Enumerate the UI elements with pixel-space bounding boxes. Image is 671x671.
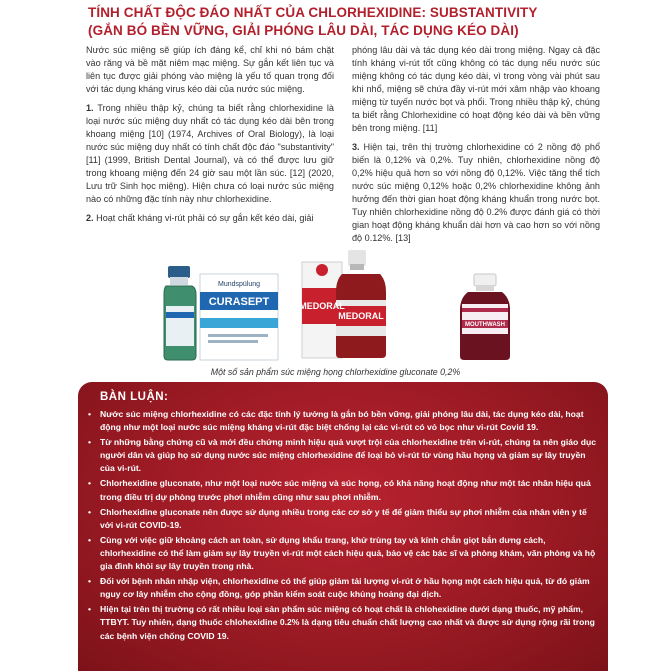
discussion-list bbox=[86, 408, 596, 645]
medoral-bottle-label: MEDORAL bbox=[338, 311, 384, 321]
discussion-item bbox=[86, 506, 596, 532]
right-column bbox=[352, 44, 600, 251]
bullet-icon: • bbox=[88, 604, 92, 615]
third-bottle-label: MOUTHWASH bbox=[465, 322, 505, 328]
discussion-item-text: Đối với bệnh nhân nhập viện, chlorhexidine có thể giúp giảm tải lượng vi-rút ở hầu họng một cách hiệu quả, từ đó giảm nguy cơ lây nhiễm cho cộng đồng, góp phần kiểm soát cuộc khủng hoảng đại dịch. bbox=[100, 576, 590, 600]
discussion-item-text: Từ những bằng chứng cũ và mới đều chứng minh hiệu quả vượt trội của chlorhexidine trên vi-rút, chúng ta nên giáo dục người dân và giúp họ sử dụng nước súc miệng chlorhexidine để loại bỏ vi-rút từ vùng hầu họng và giảm sự lây truyền của vi-rút. bbox=[100, 437, 596, 474]
discussion-item bbox=[86, 575, 596, 601]
paragraph-2-text: Hoạt chất kháng vi-rút phải có sự gắn kết kéo dài, giải bbox=[96, 213, 314, 223]
bullet-icon: • bbox=[88, 478, 92, 489]
paragraph-1 bbox=[86, 102, 334, 206]
bullet-icon: • bbox=[88, 506, 92, 517]
discussion-item-text: Hiện tại trên thị trường có rất nhiều loại sản phẩm súc miệng có hoạt chất là chlohexidine dưới dạng thuốc, mỹ phẩm, TTBYT. Tuy nhiên, dạng thuốc chlohexidine 0.2% là dạng tiêu chuẩn chất lượng cao nhất và được sử dụng rộng rãi trong các bệnh viện chống COVID 19. bbox=[100, 604, 595, 641]
bullet-icon: • bbox=[88, 576, 92, 587]
curasept-product-image bbox=[162, 262, 282, 362]
paragraph-1-text: Trong nhiều thập kỷ, chúng ta biết rằng chlorhexidine là loại nước súc miệng duy nhất có tác dụng kéo dài bên trong khoang miệng [10] (1974, Archives of Oral Biology), là loại nước súc miệng duy nhất có tính chất độc đáo "substantivity" [11] (1999, British Dental Journal), và có thể được lưu giữ trong khoang miệng đến 24 giờ sau một lần súc. [12] (2020, Lưu trữ Sinh học miệng). Hiện chưa có loại nước súc miệng nào có những đặc tính này như chlorhexidine. bbox=[86, 103, 334, 204]
intro-paragraph: Nước súc miệng sẽ giúp ích đáng kể, chỉ khi nó bám chặt vào răng và bề mặt niêm mạc miệng. Sự gắn kết liên tục và liên tục được giải phóng vào miệng là yếu tố quan trọng đối với tác dụng kháng virus kéo dài của nước súc miệng. bbox=[86, 45, 334, 94]
bullet-icon: • bbox=[88, 409, 92, 419]
paragraph-3 bbox=[352, 141, 600, 245]
discussion-item bbox=[86, 534, 596, 573]
curasept-top-label: Mundspülung bbox=[217, 281, 261, 288]
title-line-1: TÍNH CHẤT ĐỘC ĐÁO NHẤT CỦA CHLORHEXIDINE: SUBSTANTIVITY bbox=[88, 5, 538, 20]
discussion-item bbox=[86, 477, 596, 503]
discussion-item bbox=[86, 603, 596, 642]
third-mouthwash-product-image bbox=[452, 272, 518, 362]
medoral-product-image bbox=[298, 248, 390, 362]
medoral-box-label: MEDORAL bbox=[299, 301, 345, 311]
bullet-icon: • bbox=[88, 437, 92, 448]
page-title bbox=[88, 4, 608, 40]
product-caption: Một số sản phẩm súc miệng họng chlorhexidine gluconate 0,2% bbox=[210, 367, 461, 377]
discussion-item bbox=[86, 436, 596, 475]
discussion-item-text: Nước súc miệng chlorhexidine có các đặc tính lý tưởng là gắn bó bền vững, giải phóng lâu dài, tác dụng kéo dài, hoạt động như một loại nước súc miệng kháng vi-rút đặc biệt chống lại các vi-rút có vỏ bọc như vi-rút Covid 19. bbox=[100, 409, 584, 433]
paragraph-3-number: 3. bbox=[352, 142, 360, 152]
discussion-item-text: Chlorhexidine gluconate, như một loại nước súc miệng và súc họng, có khả năng hoạt động như một tác nhân hiệu quả trong điều trị dự phòng trước phơi nhiễm cũng như sau phơi nhiễm. bbox=[100, 478, 591, 502]
third-bottle-graphic bbox=[452, 272, 518, 362]
discussion-panel bbox=[78, 382, 608, 671]
curasept-graphic bbox=[162, 262, 282, 362]
paragraph-2 bbox=[86, 212, 334, 225]
medoral-graphic bbox=[298, 248, 390, 362]
discussion-item-text: Chlorhexidine gluconate nên được sử dụng nhiều trong các cơ sở y tế để giảm thiểu sự phơi nhiễm của nhân viên y tế với vi-rút COVID-19. bbox=[100, 506, 587, 530]
paragraph-3-text: Hiện tại, trên thị trường chlorhexidine có 2 nồng độ phổ biến là 0,12% và 0,2%. Tuy nhiên, chlorhexidine nồng độ 0,2% hiệu quả hơn so với nồng độ 0,12%. Việc tăng thể tích nước súc miệng 0,12% hoặc 0,2% chlorhexidine không ảnh hưởng đến thời gian hoạt động kháng khuẩn trong nước bọt. Tuy nhiên chlorhexidine nồng độ 0.2% được đánh giá có thời gian hoạt động kháng khuẩn dài hơn và cao hơn so với nồng độ 0.12%. [13] bbox=[352, 142, 601, 243]
discussion-item bbox=[86, 408, 596, 434]
left-column bbox=[86, 44, 334, 231]
paragraph-2-continued: phóng lâu dài và tác dụng kéo dài trong miệng. Ngay cả đặc tính kháng vi-rút tốt cũng không có tác dụng nếu nước súc miệng không có tác dụng kéo dài, vì trong vòng vài phút sau khi nhổ, miệng sẽ chứa đầy vi-rút mới xâm nhập vào khoang miệng từ tuyến nước bọt và phổi. Trong nhiều thập kỷ, chúng ta biết rằng Chlorhexidine có hoạt động kéo dài và bền vững bên trong miệng. [11] bbox=[352, 45, 600, 133]
paragraph-1-number: 1. bbox=[86, 103, 94, 113]
curasept-brand-label: CURASEPT bbox=[208, 296, 270, 308]
discussion-item-text: Cùng với việc giữ khoảng cách an toàn, sử dụng khẩu trang, khử trùng tay và kính chắn giọt bắn dưng cách, chlorhexidine có thể làm giảm sự lây truyền vi-rút một cách hiệu quả, bảo vệ các bác sĩ và phòng khám, văn phòng và hộ gia đình khỏi sự lây truyền trong nhà. bbox=[100, 534, 596, 572]
bullet-icon: • bbox=[88, 534, 92, 545]
title-line-2: (GẮN BÓ BỀN VỮNG, GIẢI PHÓNG LÂU DÀI, TÁC DỤNG KÉO DÀI) bbox=[88, 23, 519, 38]
paragraph-2-number: 2. bbox=[86, 213, 94, 223]
discussion-title: BÀN LUẬN: bbox=[100, 391, 169, 403]
